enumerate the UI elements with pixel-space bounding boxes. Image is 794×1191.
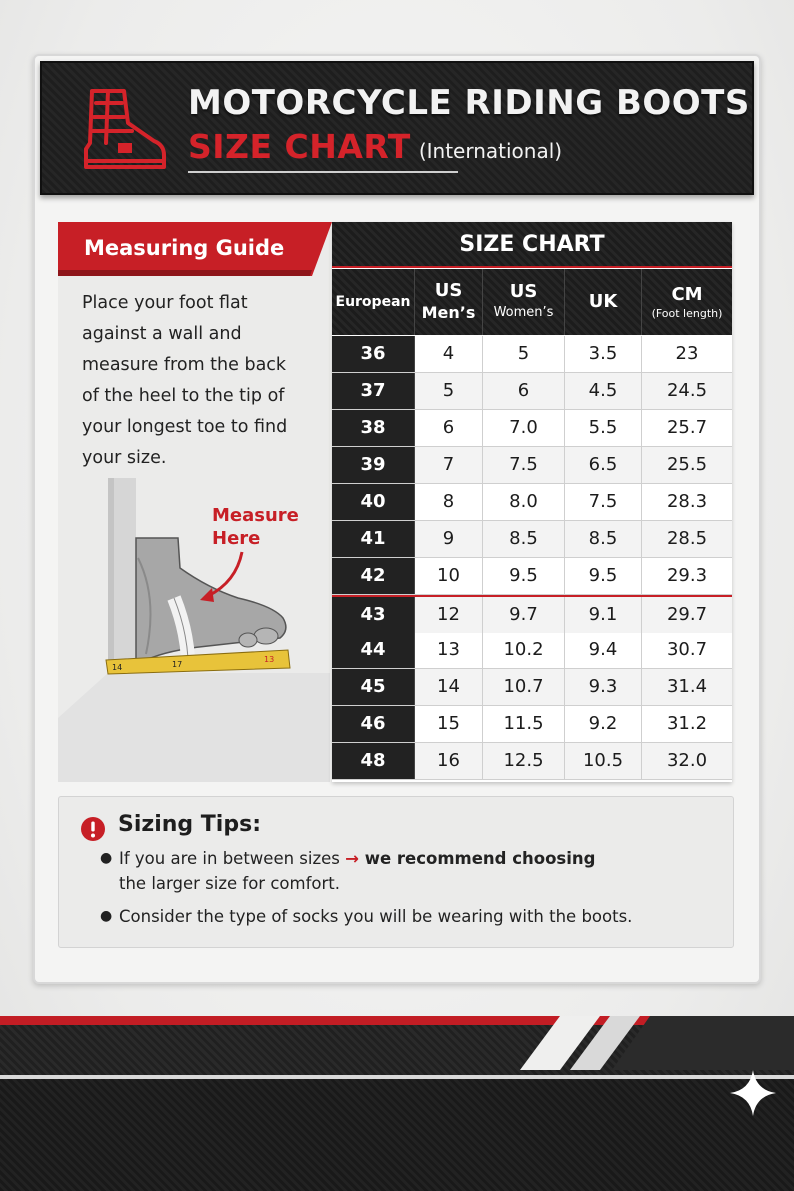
table-cell: 9 (415, 521, 483, 557)
table-cell: 11.5 (483, 706, 565, 742)
table-cell: 4.5 (565, 373, 642, 409)
tip-item (100, 846, 720, 896)
guide-line: measure from the back (82, 355, 287, 375)
table-cell: 23 (675, 343, 699, 364)
guide-line: of the heel to the tip of (82, 386, 285, 406)
header-divider (188, 171, 458, 173)
table-cell: 48 (332, 743, 415, 779)
tip-text-bold: we recommend choosing (358, 849, 596, 868)
measuring-guide-title: Measuring Guide (84, 236, 285, 260)
table-cell: 42 (332, 558, 415, 594)
table-cell: 8.5 (565, 521, 642, 557)
column-label: US (434, 280, 463, 301)
guide-line: against a wall and (82, 324, 242, 344)
column-label: Women’s (493, 305, 554, 320)
table-cell: 15 (415, 706, 483, 742)
table-cell: 9.7 (483, 597, 565, 633)
column-label: European (335, 294, 411, 310)
table-cell: 12.5 (483, 743, 565, 779)
table-cell: 28.5 (642, 521, 732, 557)
bottom-stripe-decoration (0, 1010, 794, 1090)
column-label: US (509, 281, 538, 302)
column-header-cm (642, 269, 732, 335)
table-cell: 8 (415, 484, 483, 520)
table-cell: 9.2 (565, 706, 642, 742)
column-header-us-women (483, 269, 565, 335)
table-cell: 8.5 (483, 521, 565, 557)
table-cell: 7 (415, 447, 483, 483)
guide-line: your longest toe to find (82, 417, 288, 437)
table-cell: 4 (415, 336, 483, 372)
measuring-guide-banner (58, 222, 332, 276)
table-cell: 9.5 (483, 558, 565, 594)
guide-line: Place your foot flat (82, 293, 248, 313)
measure-here-label (212, 504, 322, 550)
table-cell: 43 (332, 597, 415, 633)
tip-text-part: If you are in between sizes (119, 849, 346, 868)
page-subtitle (188, 127, 748, 166)
table-row (332, 484, 732, 521)
tip-item (100, 904, 720, 930)
table-cell: 25.5 (642, 447, 732, 483)
table-cell: 6.5 (565, 447, 642, 483)
table-cell: 24.5 (642, 373, 732, 409)
column-label: CM (671, 283, 703, 305)
table-cell: 44 (332, 632, 415, 668)
boot-icon (78, 83, 170, 175)
sizing-tips-title: Sizing Tips: (118, 812, 261, 837)
table-cell: 6 (483, 373, 565, 409)
table-cell: 8.0 (483, 484, 565, 520)
column-label: Men’s (421, 303, 476, 322)
table-cell: 9.4 (565, 632, 642, 668)
table-row (332, 669, 732, 706)
size-chart-header (332, 222, 732, 268)
table-row (332, 632, 732, 669)
table-cell: 6 (415, 410, 483, 446)
table-row (332, 595, 732, 632)
bullet-icon: ● (100, 908, 113, 924)
table-cell: 36 (332, 336, 415, 372)
table-cell: 38 (332, 410, 415, 446)
table-cell: 16 (415, 743, 483, 779)
page-title: MOTORCYCLE RIDING BOOTS (188, 83, 750, 123)
arrow-right-icon: → (345, 849, 359, 868)
table-cell: 32.0 (642, 743, 732, 779)
exclamation-circle-icon (80, 816, 106, 842)
ruler-mark-13: 13 (264, 655, 275, 664)
sparkle-icon (728, 1068, 778, 1118)
table-cell: 10 (415, 558, 483, 594)
table-row (332, 521, 732, 558)
table-cell: 10.2 (483, 632, 565, 668)
table-cell: 37 (332, 373, 415, 409)
tip-text: Consider the type of socks you will be wearing with the boots. (119, 907, 633, 926)
measuring-guide-text (82, 288, 318, 474)
table-cell: 9.5 (565, 558, 642, 594)
subtitle-international: (International) (418, 139, 563, 163)
table-cell: 25.7 (666, 417, 708, 438)
table-cell: 12 (415, 597, 483, 633)
table-cell: 40 (332, 484, 415, 520)
table-cell: 41 (332, 521, 415, 557)
bullet-icon: ● (100, 850, 113, 866)
bottom-footer-band (0, 1075, 794, 1191)
tip-text (119, 846, 719, 896)
table-cell: 5.5 (565, 410, 642, 446)
table-cell: 9.1 (565, 597, 642, 633)
table-cell: 7.5 (483, 447, 565, 483)
size-chart-title: SIZE CHART (459, 232, 605, 257)
measure-label-line: Here (212, 528, 261, 549)
table-row (332, 373, 732, 410)
column-header-us-men (415, 269, 483, 335)
table-row (332, 410, 732, 447)
table-row (332, 447, 732, 484)
table-cell: 5 (483, 336, 565, 372)
subtitle-size-chart: SIZE CHART (188, 127, 411, 166)
table-cell: 10.5 (565, 743, 642, 779)
ruler-mark-14: 14 (112, 663, 123, 672)
table-cell: 30.7 (666, 639, 708, 660)
table-cell: 31.2 (666, 713, 708, 734)
table-cell: 31.4 (642, 669, 732, 705)
ruler-mark-17: 17 (172, 660, 183, 669)
column-header-uk (565, 269, 642, 335)
column-label: UK (588, 291, 618, 312)
table-cell: 29.3 (666, 565, 708, 586)
table-row (332, 743, 732, 780)
table-cell: 3.5 (565, 336, 642, 372)
table-cell: 14 (415, 669, 483, 705)
table-row (332, 706, 732, 743)
table-cell: 7.0 (483, 410, 565, 446)
table-cell: 10.7 (483, 669, 565, 705)
size-chart-table (332, 222, 732, 782)
table-cell: 5 (415, 373, 483, 409)
table-cell: 13 (415, 632, 483, 668)
column-header-european (332, 269, 415, 335)
header-banner (40, 61, 754, 195)
guide-line: your size. (82, 448, 167, 468)
table-cell: 29.7 (642, 597, 732, 633)
tip-text-part: the larger size for comfort. (119, 874, 340, 893)
table-cell: 46 (332, 706, 415, 742)
table-row (332, 558, 732, 595)
column-label: (Foot length) (651, 306, 723, 320)
measure-label-line: Measure (212, 505, 299, 526)
table-cell: 28.3 (666, 491, 708, 512)
table-cell: 9.3 (565, 669, 642, 705)
table-cell: 39 (332, 447, 415, 483)
table-cell: 7.5 (565, 484, 642, 520)
table-row (332, 336, 732, 373)
table-cell: 45 (332, 669, 415, 705)
